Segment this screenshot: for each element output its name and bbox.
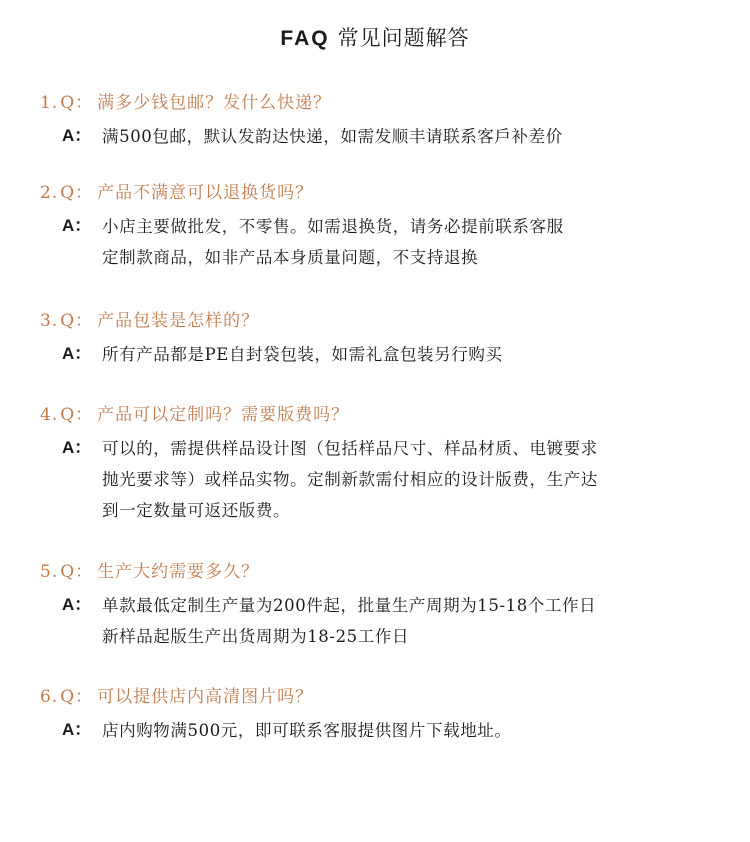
- question-row: [40, 306, 259, 331]
- answer-line: 抛光要求等）或样品实物。定制新款需付相应的设计版费，生产达: [102, 470, 598, 489]
- question-number: 1.: [40, 93, 59, 113]
- question-tag: Q：: [60, 562, 94, 582]
- question-number: 3.: [40, 311, 59, 331]
- answer-tag: A：: [62, 595, 92, 614]
- answer-line: 到一定数量可返还版费。: [102, 501, 291, 520]
- title-prefix: FAQ: [280, 27, 330, 50]
- answer-line: 满500包邮，默认发韵达快递，如需发顺丰请联系客戶补差价: [102, 127, 563, 146]
- question-row: [40, 557, 259, 582]
- question-tag: Q：: [60, 405, 94, 425]
- question-tag: Q：: [60, 311, 94, 331]
- answer-line: 所有产品都是PE自封袋包装，如需礼盒包装另行购买: [102, 345, 503, 364]
- question-tag: Q：: [60, 93, 94, 113]
- question-text: 产品包装是怎样的？: [97, 311, 260, 331]
- question-text: 生产大约需要多久？: [97, 562, 260, 582]
- question-number: 5.: [40, 562, 59, 582]
- question-tag: Q：: [60, 183, 94, 203]
- answer-tag: A：: [62, 720, 92, 739]
- answer-tag: A：: [62, 216, 92, 235]
- question-number: 6.: [40, 687, 59, 707]
- question-number: 2.: [40, 183, 59, 203]
- question-row: [40, 88, 331, 113]
- answer-text: [102, 433, 722, 526]
- question-row: [40, 682, 313, 707]
- question-tag: Q：: [60, 687, 94, 707]
- question-text: 可以提供店内高清图片吗？: [97, 687, 314, 707]
- question-text: 产品可以定制吗？需要版费吗？: [97, 405, 350, 425]
- question-number: 4.: [40, 405, 59, 425]
- answer-line: 小店主要做批发，不零售。如需退换货，请务必提前联系客服: [102, 217, 564, 236]
- answer-line: 单款最低定制生产量为200件起，批量生产周期为15-18个工作日: [102, 596, 597, 615]
- answer-tag: A：: [62, 438, 92, 457]
- answer-text: [102, 590, 722, 652]
- answer-line: 新样品起版生产出货周期为18-25工作日: [102, 627, 410, 646]
- answer-line: 定制款商品，如非产品本身质量问题，不支持退换: [102, 248, 479, 267]
- answer-text: [102, 715, 722, 746]
- page-title: [0, 22, 750, 52]
- question-text: 产品不满意可以退换货吗？: [97, 183, 314, 203]
- answer-text: [102, 121, 722, 152]
- title-main: 常见问题解答: [337, 26, 470, 50]
- answer-text: [102, 339, 722, 370]
- answer-line: 店内购物满500元，即可联系客服提供图片下载地址。: [102, 721, 512, 740]
- answer-text: [102, 211, 722, 273]
- answer-tag: A：: [62, 126, 92, 145]
- question-row: [40, 400, 349, 425]
- answer-line: 可以的，需提供样品设计图（包括样品尺寸、样品材质、电镀要求: [102, 439, 598, 458]
- question-row: [40, 178, 313, 203]
- answer-tag: A：: [62, 344, 92, 363]
- question-text: 满多少钱包邮？发什么快递？: [97, 93, 332, 113]
